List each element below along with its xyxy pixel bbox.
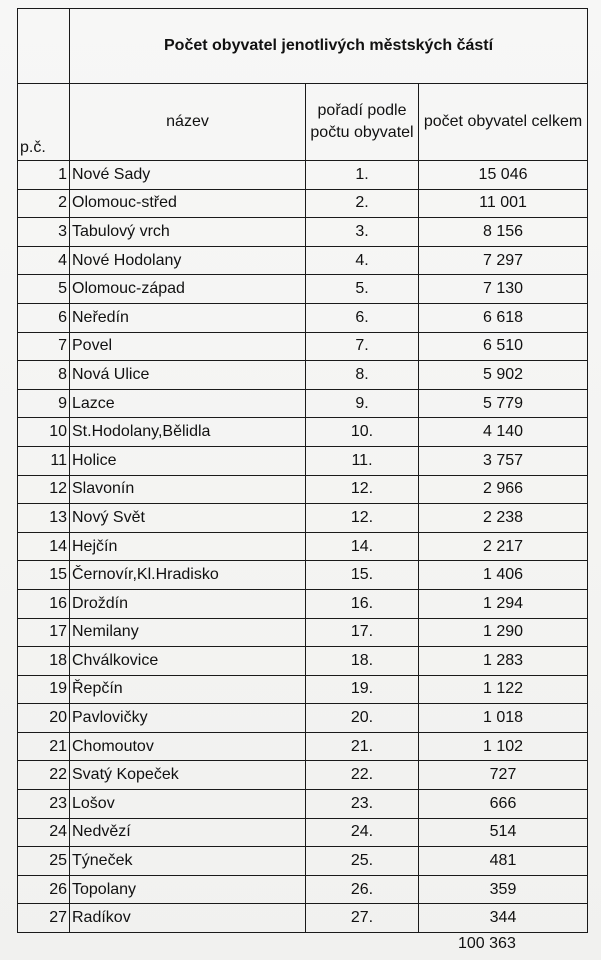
table-row xyxy=(18,790,588,819)
district-name: Nové Sady xyxy=(70,161,306,190)
district-name: Chválkovice xyxy=(70,647,306,676)
district-rank: 27. xyxy=(306,904,419,933)
table-row xyxy=(18,161,588,190)
district-name: Týneček xyxy=(70,847,306,876)
district-rank: 8. xyxy=(306,361,419,390)
district-name: Nové Hodolany xyxy=(70,246,306,275)
table-row xyxy=(18,532,588,561)
district-rank: 10. xyxy=(306,418,419,447)
district-population: 2 966 xyxy=(419,475,588,504)
district-population: 1 283 xyxy=(419,647,588,676)
district-population: 1 406 xyxy=(419,561,588,590)
table-row xyxy=(18,675,588,704)
district-population: 11 001 xyxy=(419,189,588,218)
title-row xyxy=(18,9,588,84)
district-population: 3 757 xyxy=(419,446,588,475)
table-row xyxy=(18,189,588,218)
header-population: počet obyvatel celkem xyxy=(419,84,588,161)
district-rank: 15. xyxy=(306,561,419,590)
district-name: Chomoutov xyxy=(70,732,306,761)
row-number: 15 xyxy=(18,561,70,590)
district-population: 1 290 xyxy=(419,618,588,647)
table-row xyxy=(18,704,588,733)
district-name: St.Hodolany,Bělidla xyxy=(70,418,306,447)
table-row xyxy=(18,275,588,304)
district-rank: 2. xyxy=(306,189,419,218)
district-population: 5 779 xyxy=(419,389,588,418)
district-name: Olomouc-střed xyxy=(70,189,306,218)
header-row xyxy=(18,84,588,161)
district-name: Povel xyxy=(70,332,306,361)
district-rank: 14. xyxy=(306,532,419,561)
row-number: 17 xyxy=(18,618,70,647)
district-population: 6 618 xyxy=(419,303,588,332)
table-row xyxy=(18,418,588,447)
district-rank: 25. xyxy=(306,847,419,876)
district-name: Slavonín xyxy=(70,475,306,504)
district-population: 359 xyxy=(419,875,588,904)
row-number: 3 xyxy=(18,218,70,247)
row-number: 4 xyxy=(18,246,70,275)
district-name: Pavlovičky xyxy=(70,704,306,733)
header-name: název xyxy=(70,84,306,161)
table-row xyxy=(18,332,588,361)
row-number: 13 xyxy=(18,504,70,533)
row-number: 20 xyxy=(18,704,70,733)
row-number: 10 xyxy=(18,418,70,447)
district-rank: 16. xyxy=(306,589,419,618)
row-number: 1 xyxy=(18,161,70,190)
row-number: 26 xyxy=(18,875,70,904)
row-number: 22 xyxy=(18,761,70,790)
district-rank: 12. xyxy=(306,475,419,504)
district-population: 7 297 xyxy=(419,246,588,275)
district-name: Tabulový vrch xyxy=(70,218,306,247)
row-number: 25 xyxy=(18,847,70,876)
district-name: Hejčín xyxy=(70,532,306,561)
row-number: 2 xyxy=(18,189,70,218)
district-population: 481 xyxy=(419,847,588,876)
district-population: 8 156 xyxy=(419,218,588,247)
district-rank: 5. xyxy=(306,275,419,304)
row-number: 6 xyxy=(18,303,70,332)
table-row xyxy=(18,475,588,504)
district-population: 1 294 xyxy=(419,589,588,618)
district-name: Radíkov xyxy=(70,904,306,933)
district-population: 514 xyxy=(419,818,588,847)
row-number: 18 xyxy=(18,647,70,676)
district-name: Černovír,Kl.Hradisko xyxy=(70,561,306,590)
table-row xyxy=(18,761,588,790)
district-rank: 4. xyxy=(306,246,419,275)
district-population: 2 217 xyxy=(419,532,588,561)
district-population: 2 238 xyxy=(419,504,588,533)
district-population: 1 018 xyxy=(419,704,588,733)
table-row xyxy=(18,875,588,904)
table-row xyxy=(18,389,588,418)
table-row xyxy=(18,847,588,876)
district-population: 5 902 xyxy=(419,361,588,390)
district-rank: 21. xyxy=(306,732,419,761)
district-name: Nemilany xyxy=(70,618,306,647)
row-number: 21 xyxy=(18,732,70,761)
row-number: 12 xyxy=(18,475,70,504)
district-name: Nový Svět xyxy=(70,504,306,533)
table-row xyxy=(18,361,588,390)
district-name: Lazce xyxy=(70,389,306,418)
district-name: Droždín xyxy=(70,589,306,618)
district-rank: 6. xyxy=(306,303,419,332)
title-blank-cell xyxy=(18,9,70,84)
row-number: 9 xyxy=(18,389,70,418)
population-total: 100 363 xyxy=(458,935,516,952)
district-rank: 20. xyxy=(306,704,419,733)
table-row xyxy=(18,589,588,618)
row-number: 5 xyxy=(18,275,70,304)
district-name: Topolany xyxy=(70,875,306,904)
district-rank: 24. xyxy=(306,818,419,847)
district-rank: 9. xyxy=(306,389,419,418)
district-population: 666 xyxy=(419,790,588,819)
row-number: 19 xyxy=(18,675,70,704)
district-name: Nedvězí xyxy=(70,818,306,847)
table-row xyxy=(18,246,588,275)
row-number: 8 xyxy=(18,361,70,390)
district-rank: 22. xyxy=(306,761,419,790)
row-number: 23 xyxy=(18,790,70,819)
district-rank: 1. xyxy=(306,161,419,190)
district-name: Svatý Kopeček xyxy=(70,761,306,790)
district-rank: 19. xyxy=(306,675,419,704)
district-name: Lošov xyxy=(70,790,306,819)
table-row xyxy=(18,818,588,847)
table-row xyxy=(18,732,588,761)
table-row xyxy=(18,618,588,647)
row-number: 14 xyxy=(18,532,70,561)
header-rank: pořadí podle počtu obyvatel xyxy=(306,84,419,161)
district-rank: 17. xyxy=(306,618,419,647)
row-number: 11 xyxy=(18,446,70,475)
table-row xyxy=(18,561,588,590)
table-row xyxy=(18,303,588,332)
district-name: Nová Ulice xyxy=(70,361,306,390)
district-rank: 3. xyxy=(306,218,419,247)
district-rank: 7. xyxy=(306,332,419,361)
table-row xyxy=(18,218,588,247)
row-number: 24 xyxy=(18,818,70,847)
district-population: 344 xyxy=(419,904,588,933)
district-population: 4 140 xyxy=(419,418,588,447)
district-rank: 23. xyxy=(306,790,419,819)
district-population: 727 xyxy=(419,761,588,790)
district-name: Řepčín xyxy=(70,675,306,704)
district-name: Neředín xyxy=(70,303,306,332)
table-row xyxy=(18,904,588,933)
district-population: 1 102 xyxy=(419,732,588,761)
district-population: 6 510 xyxy=(419,332,588,361)
population-table xyxy=(17,8,588,933)
district-population: 7 130 xyxy=(419,275,588,304)
table-row xyxy=(18,446,588,475)
district-rank: 26. xyxy=(306,875,419,904)
row-number: 27 xyxy=(18,904,70,933)
district-rank: 18. xyxy=(306,647,419,676)
header-number: p.č. xyxy=(18,84,70,161)
district-name: Holice xyxy=(70,446,306,475)
district-population: 1 122 xyxy=(419,675,588,704)
row-number: 16 xyxy=(18,589,70,618)
district-population: 15 046 xyxy=(419,161,588,190)
district-rank: 12. xyxy=(306,504,419,533)
table-title: Počet obyvatel jenotlivých městských částí xyxy=(70,9,588,84)
row-number: 7 xyxy=(18,332,70,361)
table-row xyxy=(18,504,588,533)
district-name: Olomouc-západ xyxy=(70,275,306,304)
table-row xyxy=(18,647,588,676)
district-rank: 11. xyxy=(306,446,419,475)
